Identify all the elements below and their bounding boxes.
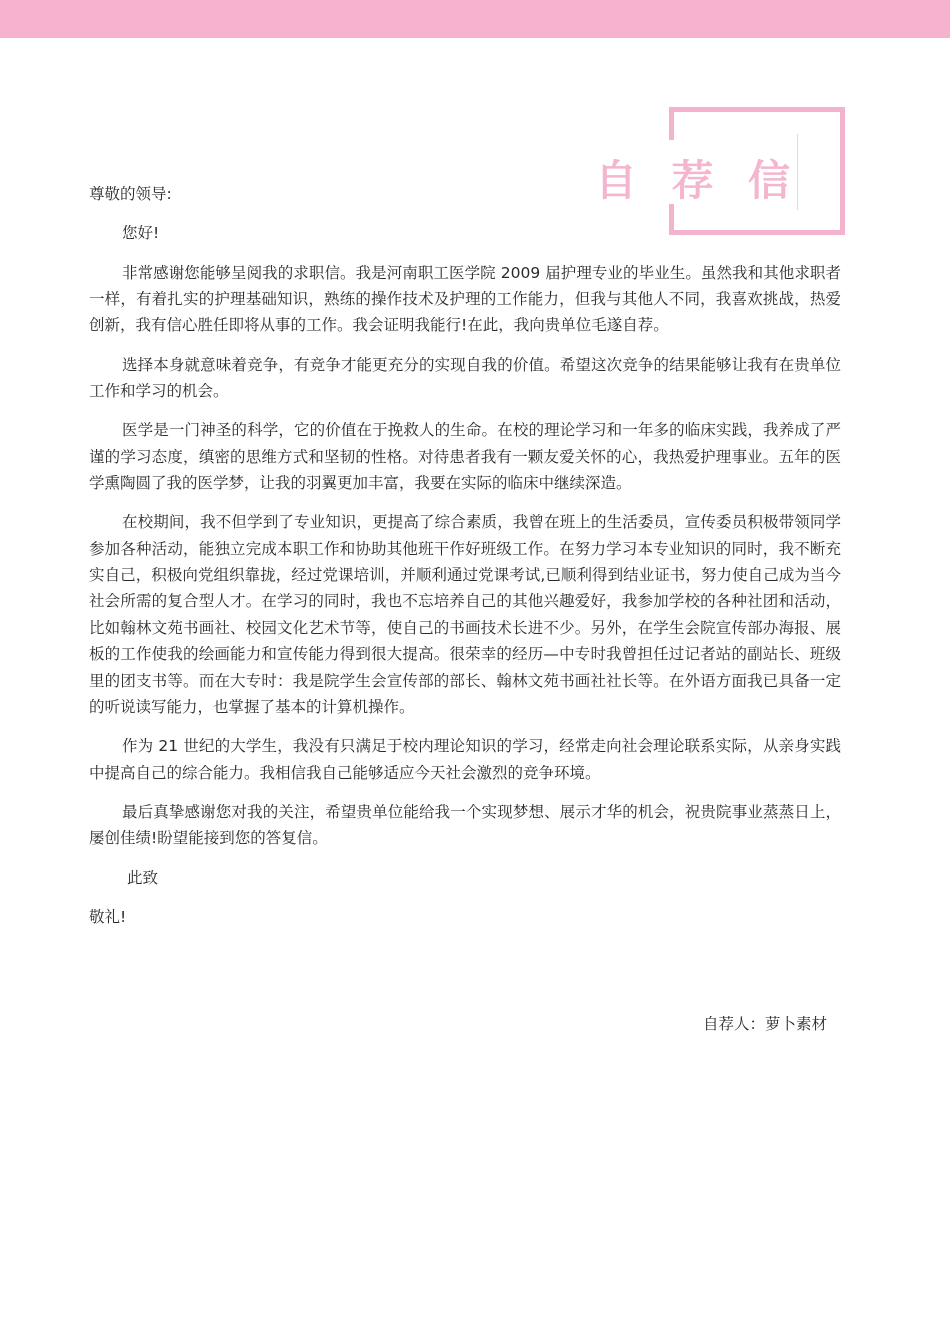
salutation: 尊敬的领导:: [89, 185, 172, 203]
closing-line-2: 敬礼!: [89, 908, 127, 927]
letter-body: [89, 181, 841, 931]
paragraph-2: 选择本身就意味着竞争，有竞争才能更充分的实现自我的价值。希望这次竞争的结果能够让我有在贵单位工作和学习的机会。: [89, 355, 841, 401]
title-char-3: 信: [747, 156, 790, 205]
signature: 自荐人：萝卜素材: [702, 1015, 827, 1033]
paragraph-6: 最后真挚感谢您对我的关注，希望贵单位能给我一个实现梦想、展示才华的机会，祝贵院事业蒸蒸日上，屡创佳绩!盼望能接到您的答复信。: [89, 802, 841, 848]
top-color-band: [0, 0, 950, 38]
title-char-2: 荐: [671, 156, 714, 205]
title-char-1: 自: [594, 156, 637, 205]
paragraph-1: 非常感谢您能够呈阅我的求职信。我是河南职工医学院 2009 届护理专业的毕业生。虽然我和其他求职者一样，有着扎实的护理基础知识，熟练的操作技术及护理的工作能力，但我与其他人不同，我喜欢挑战，热爱创新，我有信心胜任即将从事的工作。我会证明我能行!在此，我向贵单位毛遂自荐。: [89, 263, 841, 335]
paragraph-5: 作为 21 世纪的大学生，我没有只满足于校内理论知识的学习，经常走向社会理论联系实际，从亲身实践中提高自己的综合能力。我相信我自己能够适应今天社会激烈的竞争环境。: [89, 737, 841, 782]
closing-line-1: 此致: [127, 868, 159, 887]
paragraph-3: 医学是一门神圣的科学，它的价值在于挽救人的生命。在校的理论学习和一年多的临床实践，我养成了严谨的学习态度，缜密的思维方式和坚韧的性格。对待患者我有一颗友爱关怀的心，我热爱护理事业。五年的医学熏陶圆了我的医学梦，让我的羽翼更加丰富，我要在实际的临床中继续深造。: [89, 421, 841, 493]
paragraph-4: 在校期间，我不但学到了专业知识，更提高了综合素质，我曾在班上的生活委员，宣传委员积极带领同学参加各种活动，能独立完成本职工作和协助其他班干作好班级工作。在努力学习本专业知识的同时，我不断充实自己，积极向党组织靠拢，经过党课培训，并顺利通过党课考试,已顺利得到结业证书，努力使自己成为当今社会所需的复合型人才。在学习的同时，我也不忘培养自己的其他兴趣爱好，我参加学校的各种社团和活动，比如翰林文苑书画社、校园文化艺术节等，使自己的书画技术长进不少。另外，在学生会院宣传部办海报、展板的工作使我的绘画能力和宣传能力得到很大提高。很荣幸的经历—中专时我曾担任过记者站的副站长、班级里的团支书等。而在大专时：我是院学生会宣传部的部长、翰林文苑书画社社长等。在外语方面我已具备一定的听说读写能力，也掌握了基本的计算机操作。: [89, 513, 841, 717]
greeting: 您好!: [122, 224, 160, 243]
